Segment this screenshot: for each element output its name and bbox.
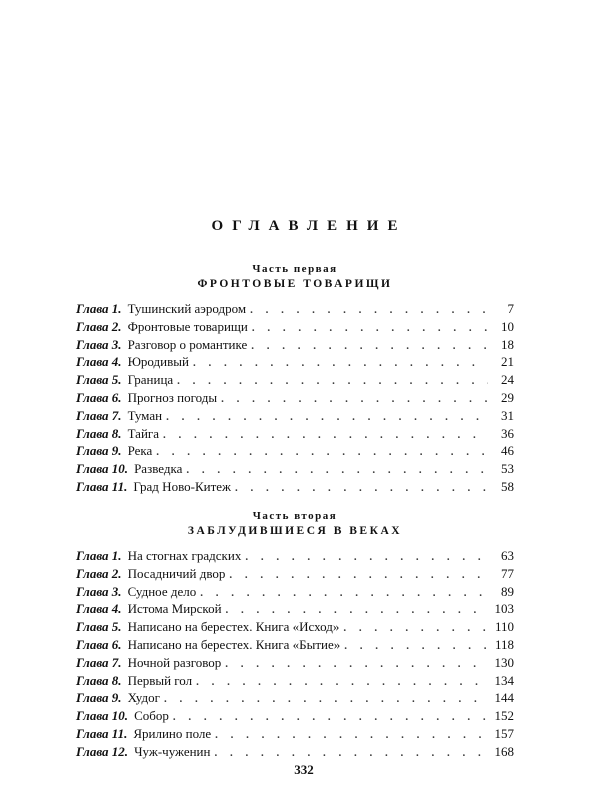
chapter-title: Первый гол xyxy=(127,672,193,688)
chapter-page-number: 157 xyxy=(494,725,514,741)
dot-leader xyxy=(245,551,488,563)
toc-entry xyxy=(76,548,514,566)
chapter-label: Глава 7. xyxy=(76,407,122,423)
chapter-label: Глава 10. xyxy=(76,708,129,724)
toc-entry xyxy=(76,655,514,673)
part-two xyxy=(76,509,514,762)
chapter-title: На стогнах градских xyxy=(127,548,242,563)
dot-leader xyxy=(226,604,488,616)
chapter-title: Разведка xyxy=(134,461,183,477)
chapter-title: Тушинский аэродром xyxy=(127,301,247,316)
chapter-page-number: 144 xyxy=(494,690,514,706)
dot-leader xyxy=(163,429,488,441)
chapter-page-number: 24 xyxy=(501,372,514,388)
chapter-label: Глава 8. xyxy=(76,672,122,688)
chapter-title: Написано на берестех. Книга «Исход» xyxy=(127,619,340,635)
dot-leader xyxy=(344,640,488,652)
chapter-page-number: 53 xyxy=(501,461,514,477)
chapter-page-number: 110 xyxy=(494,619,514,635)
chapter-title: Чуж-чуженин xyxy=(134,743,211,759)
chapter-page-number: 118 xyxy=(494,636,514,652)
chapter-page-number: 63 xyxy=(501,548,514,563)
toc-entry xyxy=(76,443,514,461)
chapter-title: Разговор о романтике xyxy=(127,336,248,352)
toc-entry xyxy=(76,584,514,602)
dot-leader xyxy=(164,693,488,705)
toc-entry xyxy=(76,708,514,726)
dot-leader xyxy=(196,676,488,688)
chapter-page-number: 21 xyxy=(501,354,514,370)
toc-entry xyxy=(76,637,514,655)
toc-entry xyxy=(76,690,514,708)
chapter-label: Глава 5. xyxy=(76,619,122,635)
chapter-label: Глава 11. xyxy=(76,725,128,741)
chapter-title: Ночной разговор xyxy=(127,654,222,670)
chapter-title: Собор xyxy=(134,708,169,724)
chapter-label: Глава 12. xyxy=(76,743,129,759)
chapter-page-number: 168 xyxy=(494,743,514,759)
page-number: 332 xyxy=(294,762,314,777)
chapter-title: Град Ново-Китеж xyxy=(133,478,232,494)
chapter-title: Юродивый xyxy=(127,354,189,370)
chapter-page-number: 7 xyxy=(507,301,514,316)
chapter-label: Глава 1. xyxy=(76,548,122,563)
chapter-label: Глава 3. xyxy=(76,583,122,599)
chapter-page-number: 46 xyxy=(501,443,514,459)
toc-entry xyxy=(76,337,514,355)
chapter-page-number: 130 xyxy=(494,654,514,670)
chapter-list xyxy=(76,548,514,762)
chapter-title: Судное дело xyxy=(127,583,197,599)
chapter-label: Глава 11. xyxy=(76,478,128,494)
part-heading: Часть первая xyxy=(252,263,338,275)
toc-entry xyxy=(76,319,514,337)
toc-entry xyxy=(76,354,514,372)
dot-leader xyxy=(251,340,488,352)
toc-entry xyxy=(76,566,514,584)
chapter-title: Туман xyxy=(127,407,163,423)
dot-leader xyxy=(214,747,488,759)
dot-leader xyxy=(166,411,488,423)
chapter-title: Ярилино поле xyxy=(133,725,212,741)
chapter-title: Прогноз погоды xyxy=(127,389,218,405)
toc-entry xyxy=(76,390,514,408)
dot-leader xyxy=(252,322,488,334)
chapter-label: Глава 4. xyxy=(76,601,122,617)
dot-leader xyxy=(177,375,488,387)
chapter-page-number: 89 xyxy=(501,583,514,599)
dot-leader xyxy=(200,587,488,599)
dot-leader xyxy=(229,569,488,581)
chapter-title: Тайга xyxy=(127,425,160,441)
chapter-label: Глава 4. xyxy=(76,354,122,370)
part-one xyxy=(76,262,514,497)
chapter-label: Глава 5. xyxy=(76,372,122,388)
chapter-page-number: 77 xyxy=(501,565,514,581)
chapter-label: Глава 6. xyxy=(76,636,122,652)
dot-leader xyxy=(173,711,488,723)
chapter-title: Истома Мирской xyxy=(127,601,222,617)
toc-entry xyxy=(76,461,514,479)
chapter-label: Глава 2. xyxy=(76,565,122,581)
toc-entry xyxy=(76,726,514,744)
chapter-list xyxy=(76,301,514,497)
chapter-label: Глава 6. xyxy=(76,389,122,405)
chapter-label: Глава 3. xyxy=(76,336,122,352)
dot-leader xyxy=(235,482,488,494)
dot-leader xyxy=(215,729,488,741)
toc-entry xyxy=(76,301,514,319)
chapter-title: Фронтовые товарищи xyxy=(127,318,248,334)
toc-entry xyxy=(76,601,514,619)
dot-leader xyxy=(343,622,488,634)
dot-leader xyxy=(225,658,488,670)
chapter-title: Река xyxy=(127,443,153,459)
chapter-page-number: 29 xyxy=(501,389,514,405)
chapter-page-number: 31 xyxy=(501,407,514,423)
dot-leader xyxy=(250,304,488,316)
toc-entry xyxy=(76,408,514,426)
chapter-page-number: 152 xyxy=(494,708,514,724)
toc-entry xyxy=(76,619,514,637)
chapter-page-number: 10 xyxy=(501,318,514,334)
dot-leader xyxy=(156,446,488,458)
part-title: ЗАБЛУДИВШИЕСЯ В ВЕКАХ xyxy=(187,525,403,537)
chapter-page-number: 36 xyxy=(501,425,514,441)
chapter-label: Глава 10. xyxy=(76,461,129,477)
chapter-title: Граница xyxy=(127,372,174,388)
toc-entry xyxy=(76,744,514,762)
part-title: ФРОНТОВЫЕ ТОВАРИЩИ xyxy=(197,278,393,290)
toc-entry xyxy=(76,372,514,390)
chapter-title: Написано на берестех. Книга «Бытие» xyxy=(127,636,341,652)
toc-entry xyxy=(76,479,514,497)
chapter-label: Глава 2. xyxy=(76,318,122,334)
chapter-label: Глава 7. xyxy=(76,654,122,670)
toc-entry xyxy=(76,426,514,444)
chapter-page-number: 134 xyxy=(494,672,514,688)
chapter-page-number: 18 xyxy=(501,336,514,352)
chapter-label: Глава 8. xyxy=(76,425,122,441)
chapter-label: Глава 1. xyxy=(76,301,122,316)
dot-leader xyxy=(221,393,488,405)
chapter-title: Худог xyxy=(127,690,160,706)
chapter-label: Глава 9. xyxy=(76,690,122,706)
dot-leader xyxy=(186,464,488,476)
chapter-label: Глава 9. xyxy=(76,443,122,459)
chapter-page-number: 103 xyxy=(494,601,514,617)
part-heading: Часть вторая xyxy=(252,510,338,522)
chapter-page-number: 58 xyxy=(501,478,514,494)
toc-entry xyxy=(76,673,514,691)
toc-title: ОГЛАВЛЕНИЕ xyxy=(211,218,407,234)
chapter-title: Посадничий двор xyxy=(127,565,226,581)
dot-leader xyxy=(193,357,488,369)
